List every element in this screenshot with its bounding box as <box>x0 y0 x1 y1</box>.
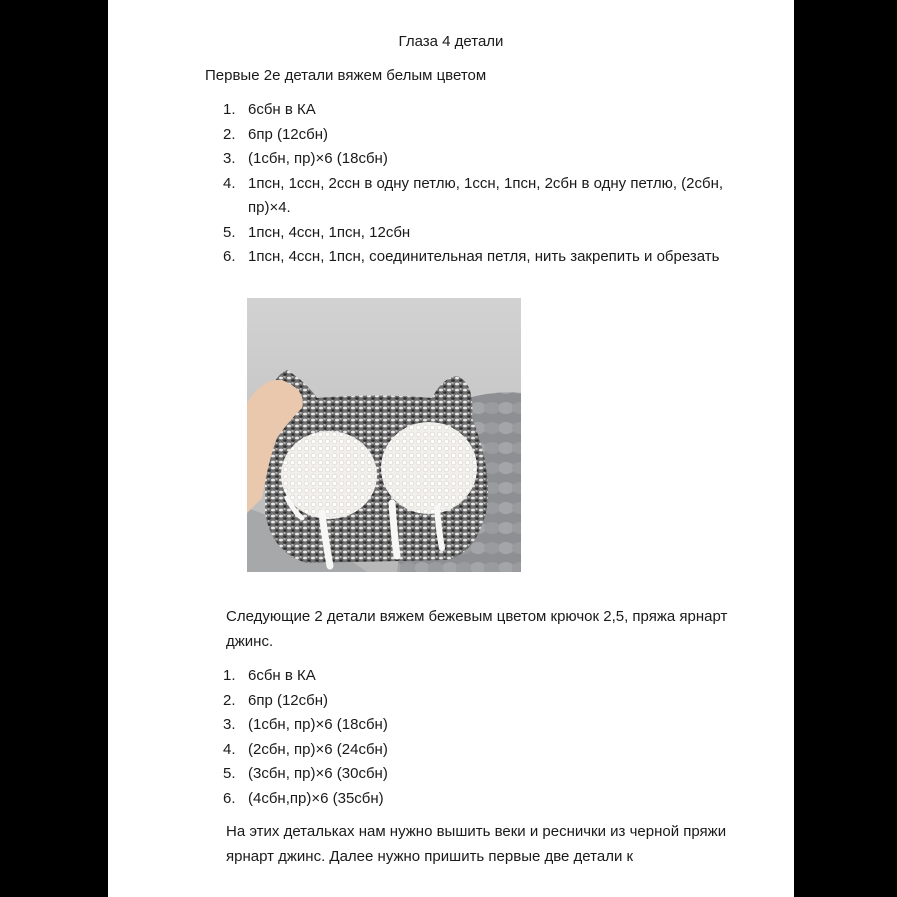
photo-illustration <box>247 298 521 572</box>
list-item <box>223 172 743 221</box>
list-text: (1сбн, пр)×6 (18сбн) <box>248 150 388 167</box>
list-item <box>223 664 743 689</box>
list-item <box>223 221 743 246</box>
document-page <box>108 0 794 897</box>
list-item <box>223 689 743 714</box>
list-item <box>223 147 743 172</box>
list-item <box>223 762 743 787</box>
list-text: 6пр (12сбн) <box>248 125 329 143</box>
list-item <box>223 123 743 148</box>
paragraph-embroidery: На этих детальках нам нужно вышить веки и реснички из черной пряжи ярнарт джинс. Далее нужно пришить первые две детали к <box>226 823 727 865</box>
list-item <box>223 787 743 812</box>
list-item <box>223 713 743 738</box>
list-number: 6. <box>223 789 236 807</box>
list-number: 1. <box>223 667 236 684</box>
list-number: 2. <box>223 125 236 143</box>
list-text: 6пр (12сбн) <box>248 691 329 709</box>
list-text: 1псн, 1ссн, 2ссн в одну петлю, 1ссн, 1псн, 2сбн в одну петлю, (2сбн, пр)×4. <box>248 174 724 216</box>
list-text: 1псн, 4ссн, 1псн, соединительная петля, нить закрепить и обрезать <box>248 248 720 265</box>
list-number: 4. <box>223 740 236 758</box>
list-text: 6сбн в КА <box>248 101 316 118</box>
list-number: 3. <box>223 716 236 733</box>
list-item <box>223 738 743 763</box>
paragraph-beige: Следующие 2 детали вяжем бежевым цветом крючок 2,5, пряжа ярнарт джинс. <box>226 608 728 650</box>
list-item <box>223 98 743 123</box>
list-number: 5. <box>223 223 236 241</box>
crochet-eyes-photo <box>247 298 521 572</box>
list-number: 2. <box>223 691 236 709</box>
list-number: 1. <box>223 101 236 118</box>
intro-text: Первые 2е детали вяжем белым цветом <box>205 67 487 84</box>
list-number: 6. <box>223 248 236 265</box>
list-text: 1псн, 4ссн, 1псн, 12сбн <box>248 223 411 241</box>
list-text: 6сбн в КА <box>248 667 316 684</box>
list-item <box>223 245 743 270</box>
list-text: (1сбн, пр)×6 (18сбн) <box>248 716 388 733</box>
steps-list-beige <box>223 664 743 811</box>
list-number: 5. <box>223 765 236 782</box>
steps-list-white <box>223 98 743 270</box>
list-text: (3сбн, пр)×6 (30сбн) <box>248 765 388 782</box>
list-number: 4. <box>223 174 236 192</box>
list-text: (4сбн,пр)×6 (35сбн) <box>248 789 384 807</box>
page-title: Глаза 4 детали <box>398 33 504 50</box>
list-text: (2сбн, пр)×6 (24сбн) <box>248 740 388 758</box>
list-number: 3. <box>223 150 236 167</box>
